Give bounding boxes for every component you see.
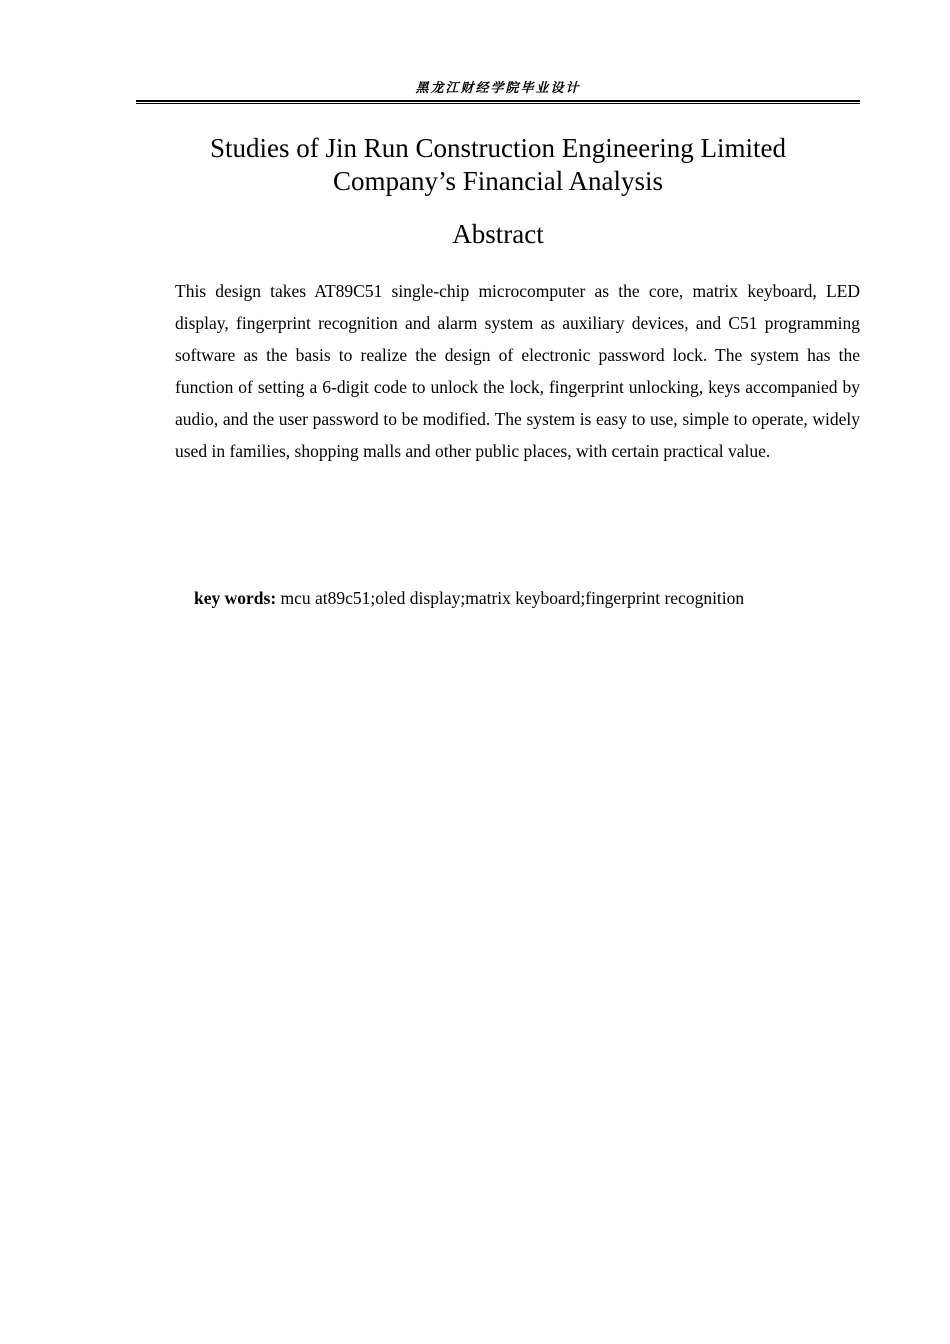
- title-line-2: Company’s Financial Analysis: [333, 166, 663, 196]
- document-title: [136, 132, 860, 198]
- title-line-1: Studies of Jin Run Construction Engineering Limited: [210, 133, 786, 163]
- keywords-line: [194, 584, 860, 612]
- abstract-body: This design takes AT89C51 single-chip microcomputer as the core, matrix keyboard, LED display, fingerprint recognition and alarm system as auxiliary devices, and C51 programming software as the basis to realize the design of electronic password lock. The system has the function of setting a 6-digit code to unlock the lock, fingerprint unlocking, keys accompanied by audio, and the user password to be modified. The system is easy to use, simple to operate, widely used in families, shopping malls and other public places, with certain practical value.: [175, 281, 860, 461]
- keywords-label: key words:: [194, 588, 277, 608]
- abstract-heading: Abstract: [452, 219, 544, 249]
- header-rule-thin: [136, 103, 860, 104]
- running-header: 黑龙江财经学院毕业设计: [415, 81, 581, 96]
- keywords-text: mcu at89c51;oled display;matrix keyboard;fingerprint recognition: [276, 588, 745, 608]
- header-rule-thick: [136, 100, 860, 102]
